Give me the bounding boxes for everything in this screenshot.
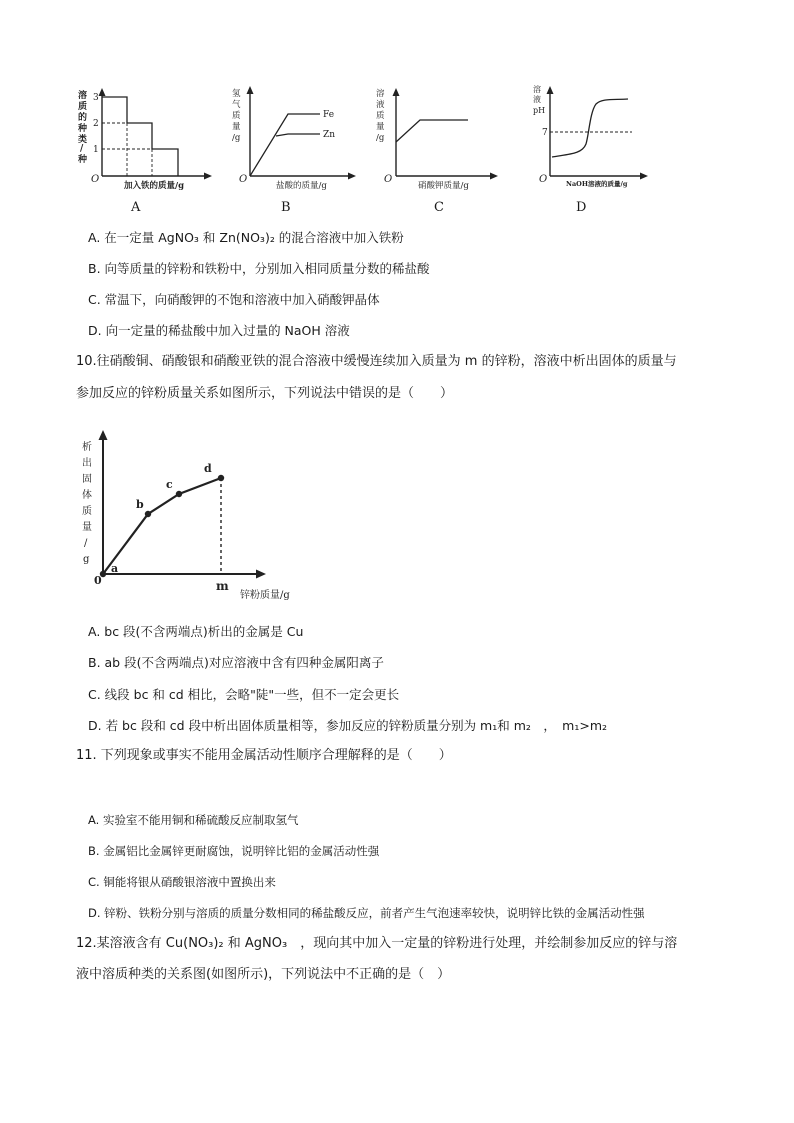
graph-b-ylabel-2: 气 — [232, 100, 241, 110]
q10-option-d: D. 若 bc 段和 cd 段中析出固体质量相等，参加反应的锌粉质量分别为 m₁和 m₂ ， m₁>m₂ — [88, 718, 608, 733]
graph-a-ytick-1: 1 — [93, 145, 99, 155]
q10-graph-xlabel: 锌粉质量/g — [240, 590, 290, 601]
q12-stem-line2: 液中溶质种类的关系图(如图所示)，下列说法中不正确的是（ ） — [76, 967, 451, 982]
q10-stem-line1: 10.往硝酸铜、硝酸银和硝酸亚铁的混合溶液中缓慢连续加入质量为 m 的锌粉，溶液中析出固体的质量与 — [76, 354, 677, 369]
graph-d-origin: O — [539, 174, 548, 185]
q10-graph-ylabel-1: 析 — [82, 442, 92, 453]
graph-d-ytick-7: 7 — [542, 128, 548, 138]
graph-b-line-zn-label: Zn — [323, 130, 336, 140]
graph-b-letter: B — [281, 200, 291, 215]
graph-a-ytick-3: 3 — [93, 93, 99, 103]
q11-option-c: C. 铜能将银从硝酸银溶液中置换出来 — [88, 875, 276, 889]
graph-a-ylabel-4: 种 — [78, 124, 88, 134]
q9-option-d: D. 向一定量的稀盐酸中加入过量的 NaOH 溶液 — [88, 323, 350, 338]
q10-graph-ylabel-8: g — [83, 554, 90, 565]
graph-a-ylabel-3: 的 — [78, 113, 88, 123]
q9-option-c: C. 常温下，向硝酸钾的不饱和溶液中加入硝酸钾晶体 — [88, 292, 380, 307]
graph-a-ytick-2: 2 — [93, 119, 99, 129]
q10-point-c: c — [166, 478, 173, 491]
graph-c-ylabel-5: /g — [376, 133, 385, 143]
graph-d — [530, 82, 650, 194]
graph-a-letter: A — [131, 200, 141, 215]
graph-c-ylabel-1: 溶 — [376, 89, 385, 99]
q10-option-c: C. 线段 bc 和 cd 相比，会略"陡"一些，但不一定会更长 — [88, 687, 400, 702]
graph-b-origin: O — [239, 174, 248, 185]
q10-graph-m-label: m — [216, 579, 229, 593]
q10-option-b: B. ab 段(不含两端点)对应溶液中含有四种金属阳离子 — [88, 655, 384, 670]
graph-d-xlabel: NaOH溶液的质量/g — [566, 180, 628, 188]
graph-b-ylabel-3: 质 — [232, 111, 241, 121]
graph-c-letter: C — [434, 200, 444, 215]
q11-option-a: A. 实验室不能用铜和稀硫酸反应制取氢气 — [88, 813, 299, 827]
q10-point-b: b — [136, 498, 144, 511]
graph-d-letter: D — [576, 200, 587, 215]
graph-c-ylabel-3: 质 — [376, 111, 385, 121]
graph-a-ylabel-2: 质 — [78, 102, 88, 112]
graph-c-xlabel: 硝酸钾质量/g — [418, 181, 469, 191]
graph-d-ylabel-3: pH — [533, 106, 546, 115]
graph-b-ylabel-5: /g — [232, 133, 241, 143]
q11-option-d: D. 锌粉、铁粉分别与溶质的质量分数相同的稀盐酸反应，前者产生气泡速率较快，说明锌比铁的金属活动性强 — [88, 906, 645, 920]
q9-option-a: A. 在一定量 AgNO₃ 和 Zn(NO₃)₂ 的混合溶液中加入铁粉 — [88, 230, 404, 245]
graph-d-ylabel-2: 液 — [533, 95, 541, 104]
graph-a-origin: O — [91, 174, 100, 185]
q9-option-b: B. 向等质量的锌粉和铁粉中，分别加入相同质量分数的稀盐酸 — [88, 261, 430, 276]
q10-graph-ylabel-6: 量 — [82, 522, 92, 533]
q10-graph — [80, 428, 310, 604]
q10-graph-origin: 0 — [94, 574, 102, 587]
graph-a-ylabel-6: / — [80, 144, 84, 154]
graph-b — [228, 82, 358, 194]
q11-option-b: B. 金属铝比金属锌更耐腐蚀，说明锌比铝的金属活动性强 — [88, 844, 380, 858]
q10-graph-ylabel-7: / — [84, 538, 88, 549]
graph-b-ylabel-4: 量 — [232, 122, 241, 132]
graph-a — [74, 84, 214, 194]
q10-graph-ylabel-5: 质 — [82, 506, 92, 517]
graph-b-xlabel: 盐酸的质量/g — [276, 181, 327, 191]
q10-graph-ylabel-4: 体 — [82, 490, 92, 501]
graph-b-line-fe-label: Fe — [323, 110, 335, 120]
q10-graph-ylabel-2: 出 — [82, 458, 92, 469]
graph-a-ylabel-1: 溶 — [78, 91, 88, 101]
graph-c-ylabel-4: 量 — [376, 122, 385, 132]
q10-point-d: d — [204, 462, 212, 475]
q10-stem-line2: 参加反应的锌粉质量关系如图所示，下列说法中错误的是（ ） — [76, 386, 454, 401]
q11-stem: 11. 下列现象或事实不能用金属活动性顺序合理解释的是（ ） — [76, 748, 452, 763]
q10-point-a: a — [111, 562, 119, 575]
q10-option-a: A. bc 段(不含两端点)析出的金属是 Cu — [88, 624, 304, 639]
graph-c-origin: O — [384, 174, 393, 185]
q12-stem-line1: 12.某溶液含有 Cu(NO₃)₂ 和 AgNO₃ ，现向其中加入一定量的锌粉进行处理，并绘制参加反应的锌与溶 — [76, 936, 678, 951]
graph-c — [370, 84, 500, 194]
graph-a-ylabel-7: 种 — [78, 155, 88, 165]
graph-b-ylabel-1: 氢 — [232, 89, 241, 99]
graph-a-ylabel-5: 类 — [78, 135, 88, 145]
graph-c-ylabel-2: 液 — [376, 100, 385, 110]
q10-graph-ylabel-3: 固 — [82, 474, 92, 485]
graph-d-ylabel-1: 溶 — [533, 85, 541, 94]
graph-a-xlabel: 加入铁的质量/g — [124, 181, 185, 191]
